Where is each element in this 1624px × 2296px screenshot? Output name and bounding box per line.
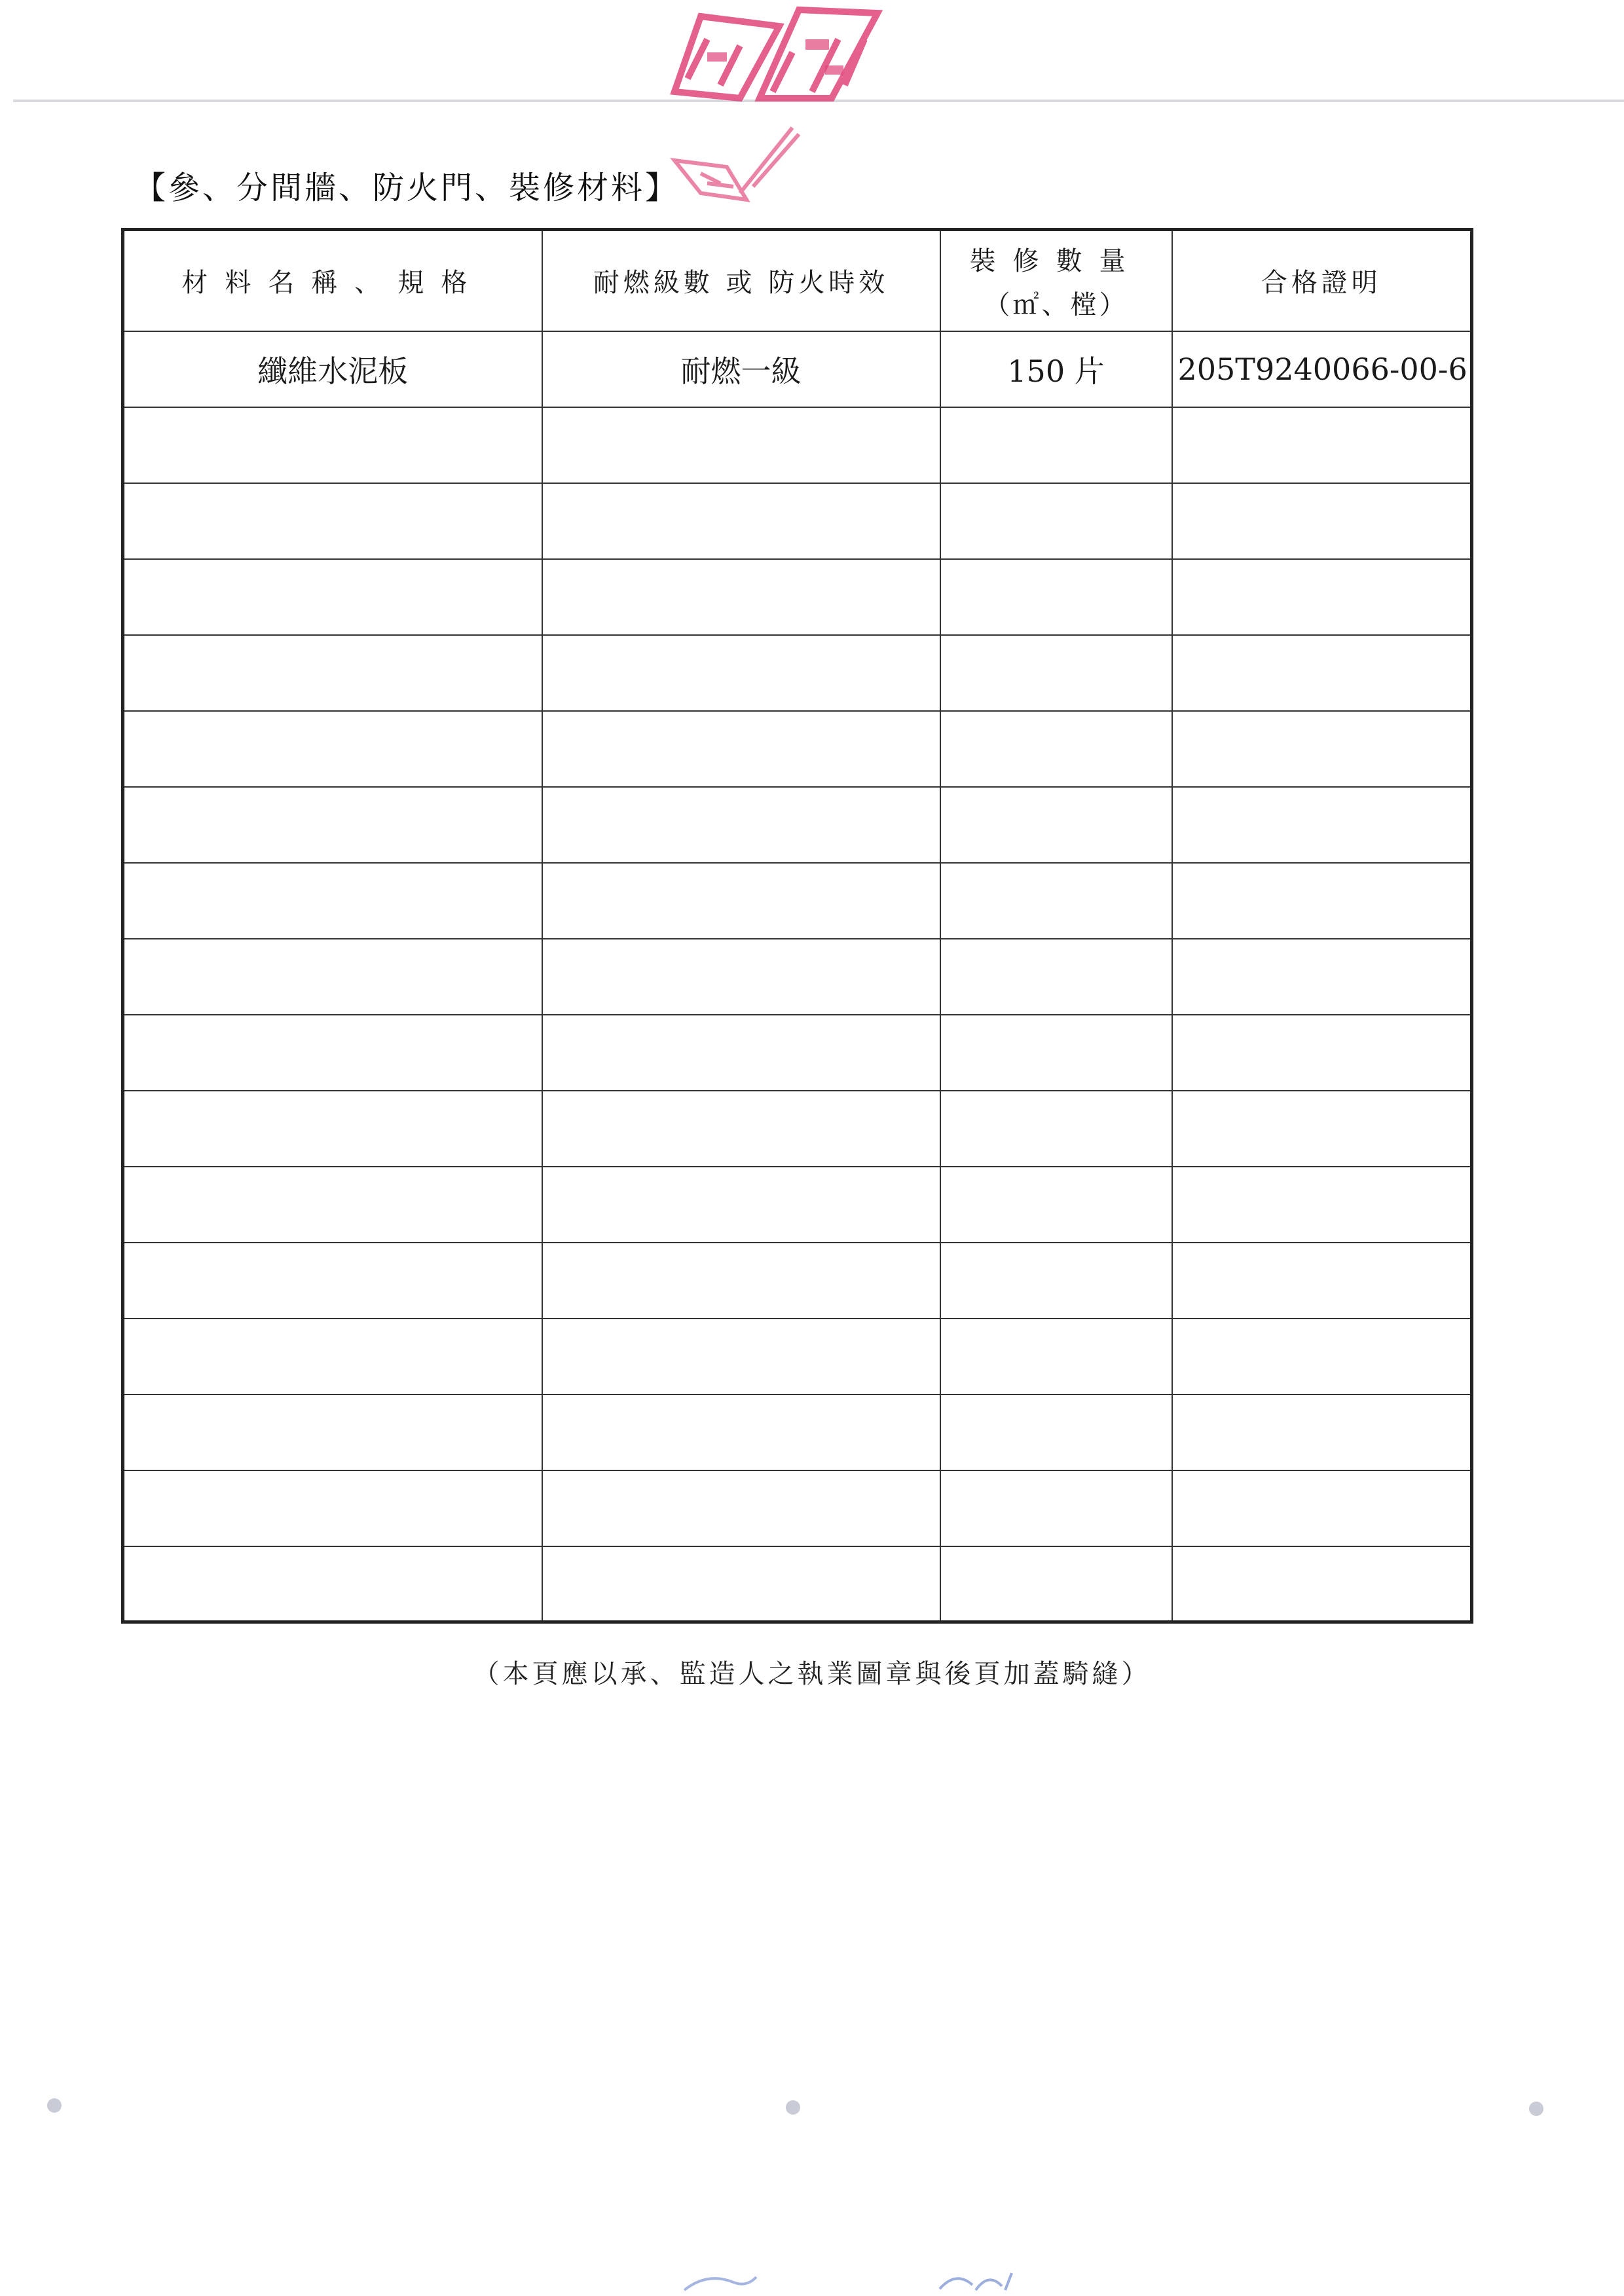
- cell-material: [123, 1470, 542, 1546]
- cell-certificate: [1172, 1091, 1472, 1167]
- cell-fire-rating: [542, 1470, 940, 1546]
- table-row: [123, 939, 1472, 1015]
- scan-binding-hole-left: [47, 2098, 62, 2113]
- table-row: [123, 1091, 1472, 1167]
- header-quantity-label: 裝修數量: [969, 246, 1143, 276]
- cell-certificate: [1172, 559, 1472, 635]
- table-row: [123, 1470, 1472, 1546]
- cell-material: [123, 1394, 542, 1470]
- scan-bleed-mark-left: [681, 2270, 760, 2293]
- cell-certificate: [1172, 483, 1472, 559]
- cell-material: 纖維水泥板: [123, 331, 542, 407]
- scan-binding-hole-center: [786, 2100, 800, 2115]
- cell-certificate: [1172, 711, 1472, 787]
- header-quantity: [940, 230, 1172, 331]
- cell-certificate: [1172, 635, 1472, 711]
- cell-quantity: [940, 1243, 1172, 1319]
- cell-quantity: [940, 863, 1172, 939]
- cell-fire-rating: [542, 1015, 940, 1091]
- table-row: [123, 407, 1472, 483]
- cell-material: [123, 1319, 542, 1394]
- table-row: [123, 863, 1472, 939]
- cell-quantity: [940, 1470, 1172, 1546]
- cell-material: [123, 787, 542, 863]
- table-row: [123, 483, 1472, 559]
- red-seal-stamp-top: [661, 0, 884, 111]
- cell-fire-rating: [542, 1167, 940, 1243]
- cell-fire-rating: [542, 1091, 940, 1167]
- cell-fire-rating: [542, 559, 940, 635]
- cell-fire-rating: [542, 863, 940, 939]
- cell-certificate: [1172, 1243, 1472, 1319]
- cell-material: [123, 483, 542, 559]
- cell-certificate: [1172, 1394, 1472, 1470]
- cell-quantity: [940, 407, 1172, 483]
- footer-note: （本頁應以承、監造人之執業圖章與後頁加蓋騎縫）: [473, 1659, 1151, 1689]
- cell-fire-rating: [542, 407, 940, 483]
- cell-material: [123, 1243, 542, 1319]
- cell-quantity: [940, 1319, 1172, 1394]
- scan-binding-hole-right: [1529, 2102, 1543, 2116]
- table-row: [123, 1167, 1472, 1243]
- table-row: [123, 1319, 1472, 1394]
- table-row: [123, 331, 1472, 407]
- cell-quantity: [940, 1546, 1172, 1622]
- section-title: 【參、分間牆、防火門、裝修材料】: [134, 170, 680, 206]
- cell-quantity: [940, 635, 1172, 711]
- cell-certificate: 205T9240066-00-6: [1172, 331, 1472, 407]
- cell-quantity: [940, 1015, 1172, 1091]
- header-fire-rating: 耐燃級數 或 防火時效: [542, 230, 940, 331]
- cell-material: [123, 1015, 542, 1091]
- cell-quantity: [940, 483, 1172, 559]
- cell-certificate: [1172, 1319, 1472, 1394]
- cell-quantity: [940, 1091, 1172, 1167]
- cell-fire-rating: [542, 635, 940, 711]
- cell-certificate: [1172, 787, 1472, 863]
- table-row: [123, 1394, 1472, 1470]
- cell-quantity: [940, 1167, 1172, 1243]
- table-row: [123, 635, 1472, 711]
- cell-certificate: [1172, 1167, 1472, 1243]
- cell-certificate: [1172, 1015, 1472, 1091]
- cell-material: [123, 863, 542, 939]
- cell-certificate: [1172, 407, 1472, 483]
- cell-fire-rating: [542, 1546, 940, 1622]
- cell-certificate: [1172, 1546, 1472, 1622]
- cell-material: [123, 1167, 542, 1243]
- cell-fire-rating: [542, 483, 940, 559]
- table-row: [123, 787, 1472, 863]
- cell-material: [123, 711, 542, 787]
- cell-fire-rating: [542, 787, 940, 863]
- cell-fire-rating: [542, 1394, 940, 1470]
- table-row: [123, 1015, 1472, 1091]
- table-row: [123, 1243, 1472, 1319]
- cell-certificate: [1172, 863, 1472, 939]
- cell-fire-rating: [542, 1319, 940, 1394]
- cell-material: [123, 407, 542, 483]
- header-quantity-unit: （㎡、樘）: [984, 289, 1128, 320]
- cell-material: [123, 1546, 542, 1622]
- table-row: [123, 711, 1472, 787]
- cell-quantity: 150 片: [940, 331, 1172, 407]
- materials-table: [121, 228, 1473, 1624]
- header-material-name: 材料名稱、規格: [123, 230, 542, 331]
- cell-material: [123, 939, 542, 1015]
- cell-quantity: [940, 711, 1172, 787]
- table-row: [123, 1546, 1472, 1622]
- cell-quantity: [940, 787, 1172, 863]
- table-header-row: [123, 230, 1472, 331]
- cell-fire-rating: [542, 1243, 940, 1319]
- cell-fire-rating: [542, 711, 940, 787]
- table-row: [123, 559, 1472, 635]
- cell-quantity: [940, 559, 1172, 635]
- cell-material: [123, 635, 542, 711]
- red-seal-stamp-partial: [661, 121, 812, 206]
- cell-certificate: [1172, 1470, 1472, 1546]
- cell-quantity: [940, 939, 1172, 1015]
- scan-bleed-mark-right: [936, 2270, 1015, 2293]
- cell-material: [123, 559, 542, 635]
- cell-certificate: [1172, 939, 1472, 1015]
- cell-quantity: [940, 1394, 1172, 1470]
- cell-fire-rating: [542, 939, 940, 1015]
- header-certificate: 合格證明: [1172, 230, 1472, 331]
- cell-material: [123, 1091, 542, 1167]
- cell-fire-rating: 耐燃一級: [542, 331, 940, 407]
